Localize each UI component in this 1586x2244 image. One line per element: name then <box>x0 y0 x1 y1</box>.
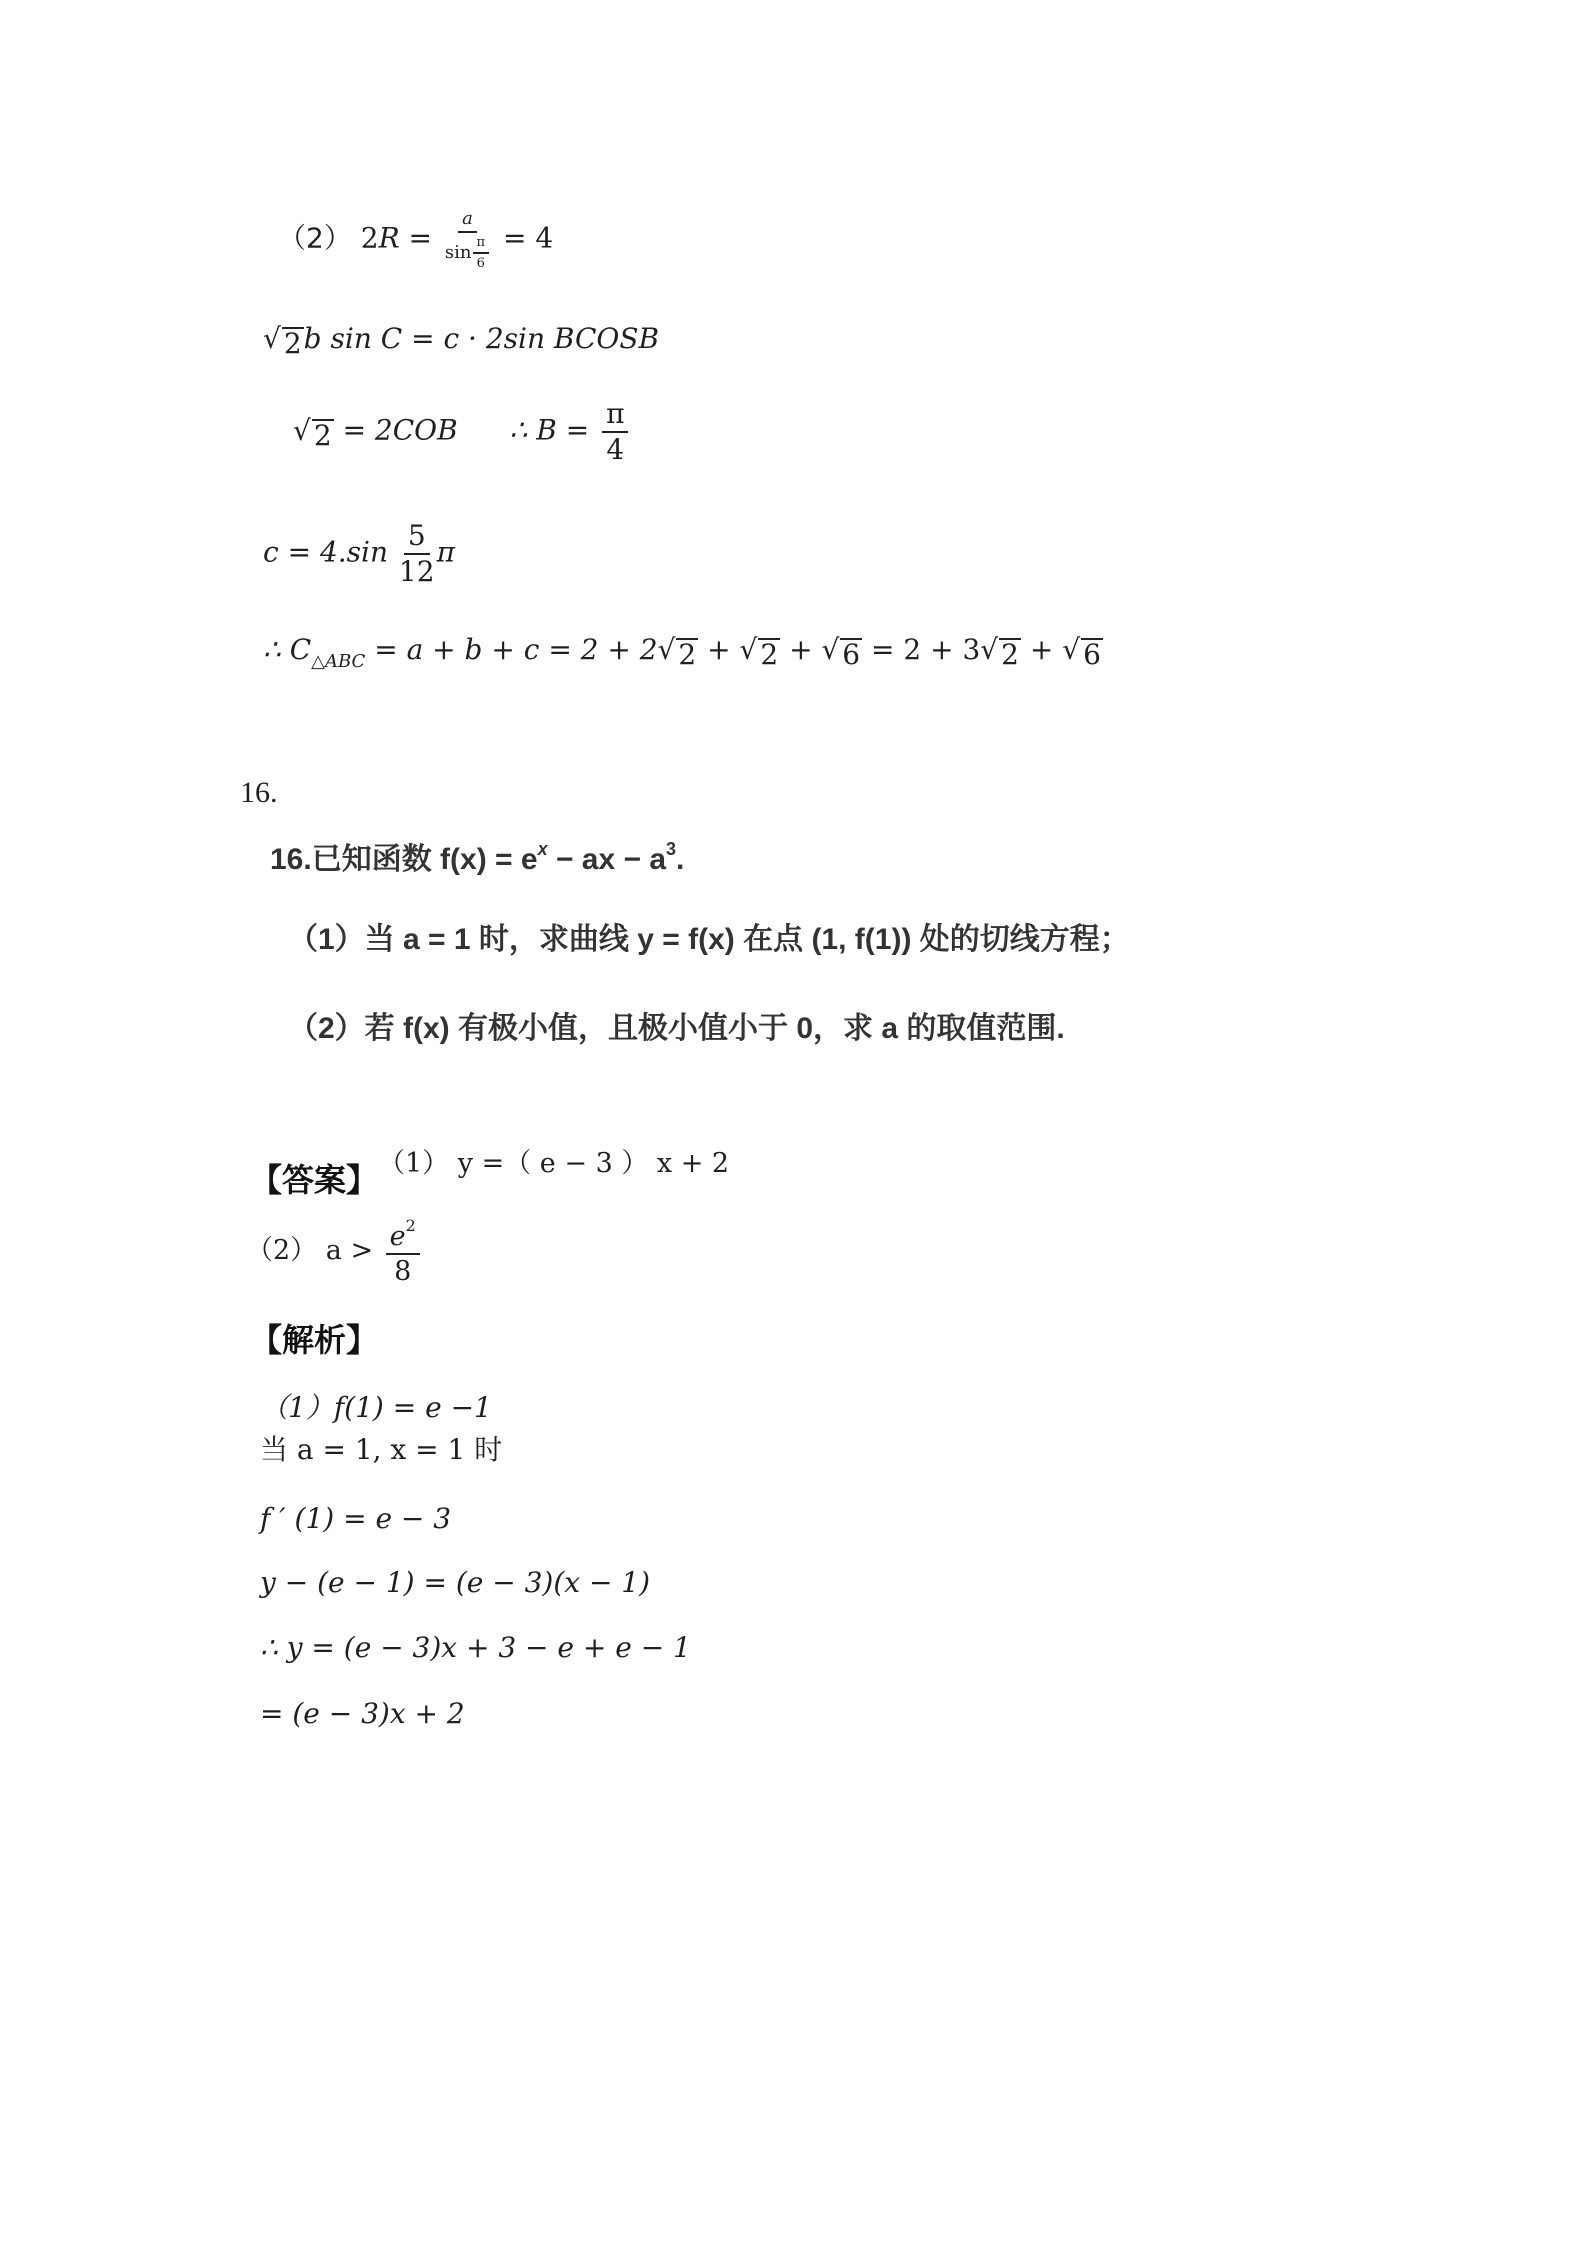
radical-sign: √ <box>293 413 311 447</box>
problem-part-1: （1）当 a = 1 时，求曲线 y = f(x) 在点 (1, f(1)) 处的切线方程； <box>288 923 1130 956</box>
answer2-exponent: 2 <box>405 1216 416 1235</box>
problem-stem-end: . <box>676 843 685 876</box>
answer2-pre: （2） a > <box>246 1235 382 1266</box>
sqrt-2 <box>980 633 1021 671</box>
sqrt-2 <box>657 633 699 671</box>
eq1-rhs: = 4 <box>502 221 554 255</box>
answer-label: 【答案】 <box>250 1162 379 1198</box>
eq4-lhs: c = 4.sin <box>263 535 389 569</box>
problem-stem-mid: − ax − a <box>547 843 667 876</box>
answer2-numerator <box>386 1218 420 1255</box>
solution-line-3: f ′ (1) = e − 3 <box>260 1502 452 1535</box>
problem-stem <box>270 840 684 875</box>
eq2-rest: b sin C = c · 2sin BCOSB <box>303 322 660 355</box>
radicand: 2 <box>760 638 779 671</box>
problem-part-2: （2）若 f(x) 有极小值，且极小值小于 0，求 a 的取值范围. <box>288 1012 1065 1045</box>
eq1-numerator: a <box>458 210 477 233</box>
plus: + <box>698 633 740 666</box>
answer-part-2 <box>246 1218 424 1285</box>
solution-line-5: ∴ y = (e − 3)x + 3 − e + e − 1 <box>260 1631 691 1664</box>
eq3-denominator: 4 <box>606 433 625 466</box>
solution-line-6: = (e − 3)x + 2 <box>260 1697 465 1730</box>
stem-superscript-3: 3 <box>666 839 677 859</box>
radicand: 6 <box>1083 638 1101 671</box>
eq1-pi-over-6 <box>473 236 490 270</box>
answer2-e: e <box>389 1221 406 1252</box>
plus: + <box>780 633 822 666</box>
eq3-fraction <box>602 397 628 466</box>
sqrt-2 <box>263 322 304 360</box>
answer2-denominator: 8 <box>394 1256 412 1287</box>
eq1-eq: = <box>399 221 441 255</box>
solution-line-4: y − (e − 1) = (e − 3)(x − 1) <box>260 1566 651 1599</box>
radical-sign: √ <box>821 633 840 666</box>
eq3-therefore: ∴ B = <box>509 413 599 447</box>
radicand: 2 <box>313 418 332 452</box>
sqrt-2 <box>739 633 781 671</box>
eq5-sub: △ABC <box>311 651 366 672</box>
eq5-mid: = a + b + c = 2 + 2 <box>365 633 658 666</box>
radical-sign: √ <box>657 633 676 666</box>
sqrt-6 <box>1062 633 1103 671</box>
eq4-numerator: 5 <box>404 522 430 555</box>
eq-c-value <box>263 519 455 588</box>
eq1-six: 6 <box>476 256 485 271</box>
radical-sign: √ <box>980 633 999 666</box>
radical-sign: √ <box>739 633 758 666</box>
stem-superscript-x: x <box>537 839 548 859</box>
radicand: 2 <box>1001 638 1019 671</box>
radicand: 6 <box>842 638 861 671</box>
eq1-fraction <box>445 210 490 270</box>
equals: = 2 + 3 <box>862 633 981 666</box>
eq1-sin: sin <box>444 242 472 263</box>
analysis-label: 【解析】 <box>250 1322 379 1358</box>
radical-sign: √ <box>263 322 281 355</box>
eq-sqrt2-bsinc <box>263 322 660 360</box>
eq3-numerator: π <box>602 400 628 433</box>
solution-line-1: （1）f(1) = e −1 <box>260 1391 492 1424</box>
solution-line-2: 当 a = 1, x = 1 时 <box>260 1433 503 1466</box>
eq1-r: R <box>378 221 400 255</box>
eq-2r <box>278 210 553 270</box>
eq-perimeter <box>263 633 1103 672</box>
radical-sign: √ <box>1062 633 1081 666</box>
question-number: 16. <box>240 776 278 809</box>
answer2-fraction <box>386 1218 420 1285</box>
eq4-fraction <box>398 519 435 588</box>
part2-label: （2） <box>278 221 352 255</box>
answer-part-1: （1） y =（ e − 3 ） x + 2 <box>378 1148 730 1179</box>
eq1-lhs: 2 <box>360 221 379 255</box>
eq-sqrt2-cob <box>293 397 632 466</box>
eq1-pi: π <box>473 236 490 254</box>
eq5-pre: ∴ C <box>263 633 312 666</box>
eq4-denominator: 12 <box>398 555 435 588</box>
eq1-denominator <box>445 233 490 270</box>
radicand: 2 <box>678 638 697 671</box>
problem-stem-text: 16.已知函数 f(x) = e <box>270 843 538 876</box>
plus: + <box>1020 633 1063 666</box>
eq4-pi: π <box>436 535 455 569</box>
radicand: 2 <box>283 327 302 360</box>
sqrt-2 <box>293 413 334 452</box>
eq3-mid: = 2COB <box>333 413 458 447</box>
sqrt-6 <box>821 633 862 671</box>
